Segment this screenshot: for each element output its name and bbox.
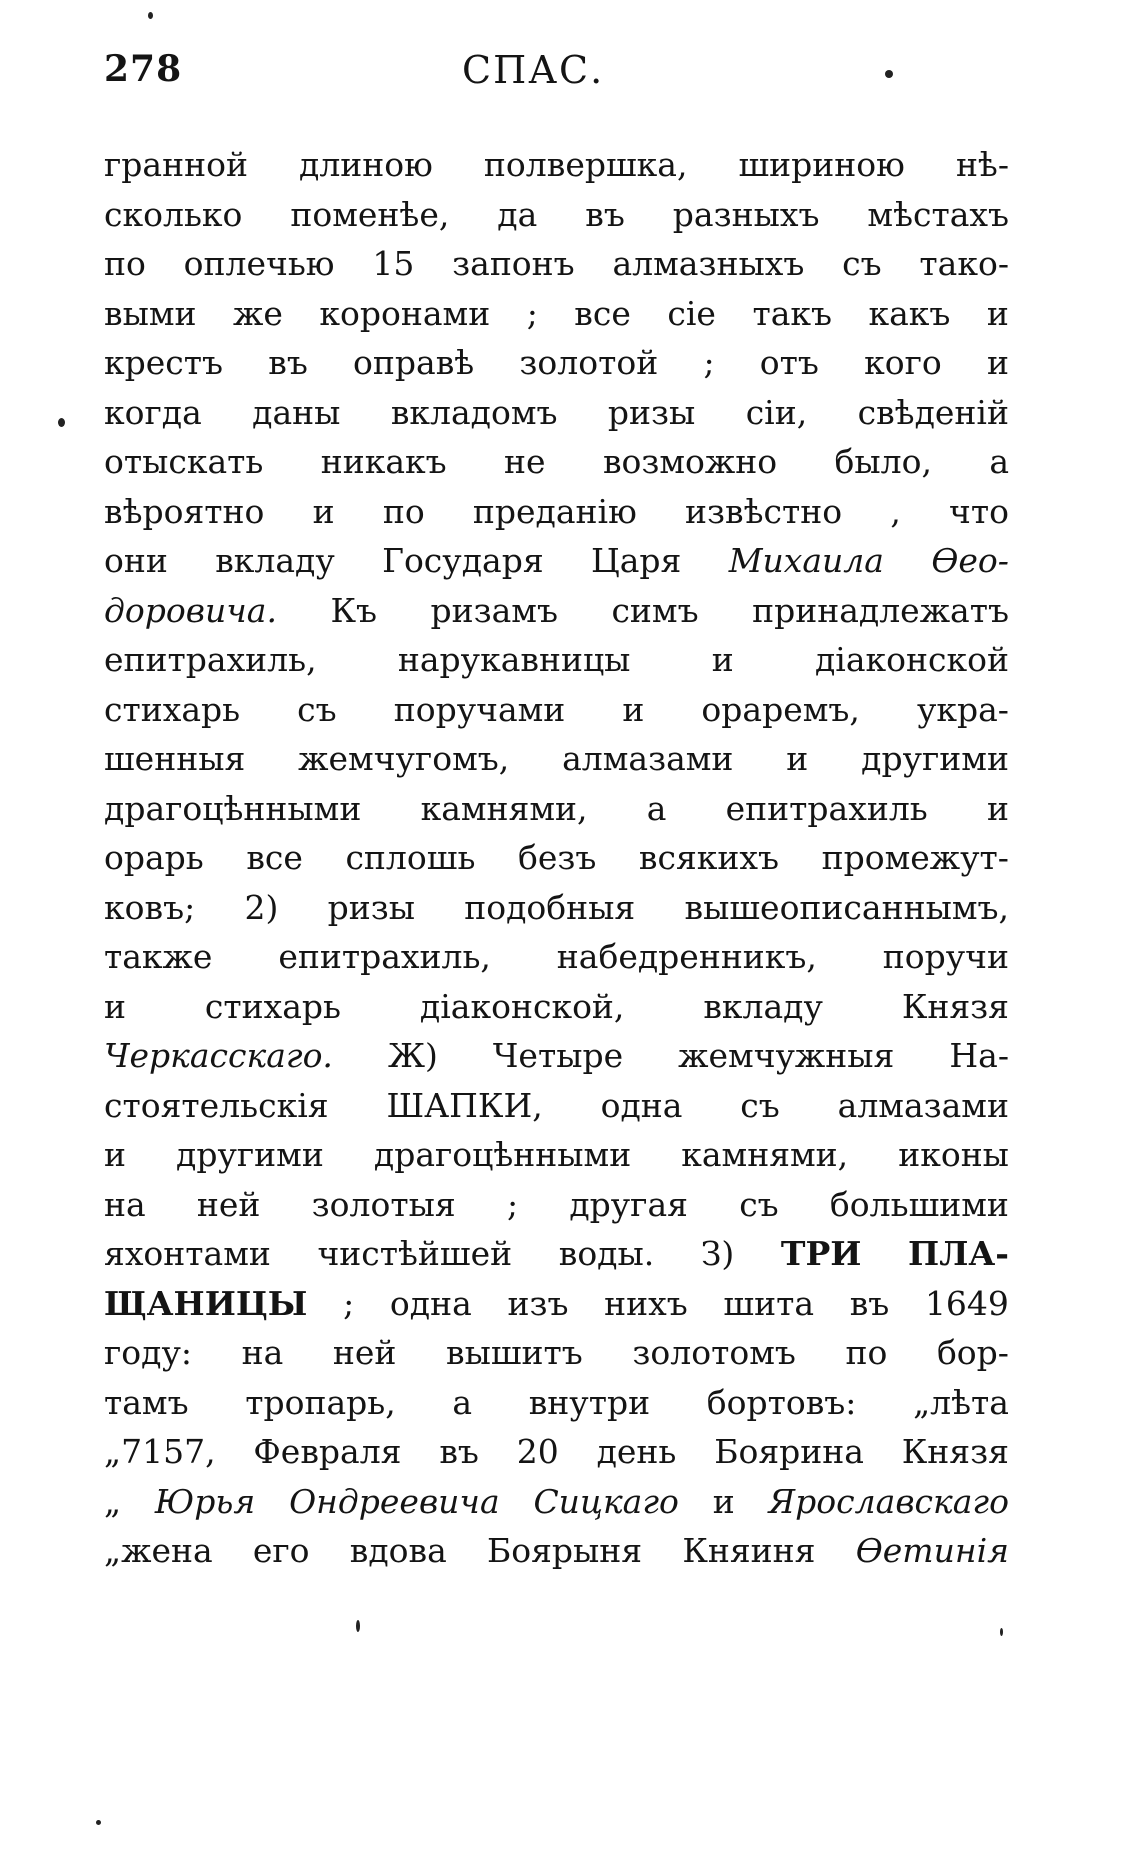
text-word: доровича.	[104, 590, 277, 630]
text-word: алмазами	[562, 739, 734, 778]
text-word: и	[786, 739, 809, 778]
text-line	[104, 1427, 1009, 1477]
text-word: тропарь,	[245, 1382, 396, 1422]
text-word: и	[104, 1135, 126, 1174]
text-word: ТРИ	[780, 1234, 862, 1273]
scan-speck	[1000, 1628, 1003, 1636]
text-line	[104, 833, 1009, 883]
text-word: по	[845, 1333, 888, 1372]
text-word: Михаила	[728, 541, 884, 580]
text-word: крестъ	[104, 343, 224, 382]
text-word: вышитъ	[446, 1333, 583, 1372]
text-word: въ	[439, 1432, 479, 1471]
text-word: бортовъ:	[706, 1382, 857, 1422]
text-word: Къ	[330, 590, 377, 630]
text-word: шита	[723, 1283, 815, 1323]
text-line	[104, 883, 1009, 933]
text-word: оправѣ	[353, 343, 475, 382]
scan-speck	[58, 418, 65, 427]
text-word: симъ	[611, 590, 699, 630]
text-word: иконы	[898, 1135, 1009, 1174]
text-word: воды.	[558, 1234, 655, 1273]
scan-speck	[96, 1820, 101, 1825]
text-word: камнями,	[681, 1135, 849, 1174]
text-word: принадлежатъ	[752, 590, 1009, 630]
text-word: ризамъ	[430, 590, 558, 630]
running-head: СПАС.	[462, 48, 605, 92]
text-word: что	[949, 491, 1009, 531]
text-word: ;	[703, 343, 715, 382]
text-word: Ѳео-	[931, 541, 1009, 580]
text-word: а	[452, 1382, 473, 1422]
text-word: вышеописаннымъ,	[684, 887, 1009, 927]
text-word: съ	[297, 689, 337, 729]
text-word: епитрахиль,	[104, 640, 317, 679]
text-word: На-	[949, 1036, 1009, 1075]
text-word: ризы	[607, 392, 696, 432]
text-word: Боярыня	[486, 1531, 643, 1570]
text-word: Князя	[901, 1432, 1009, 1471]
text-word: золотомъ	[632, 1333, 796, 1372]
text-word: коронами	[319, 293, 491, 333]
text-word: „жена	[104, 1531, 213, 1570]
text-word: ;	[506, 1184, 519, 1224]
text-word: ризы	[327, 887, 415, 927]
text-line	[104, 239, 1009, 289]
text-word: набедренникъ,	[556, 937, 817, 976]
text-line	[104, 1031, 1009, 1081]
text-line	[104, 1081, 1009, 1131]
text-word: по	[382, 491, 425, 531]
text-word: они	[104, 541, 168, 580]
text-word: внутри	[528, 1382, 651, 1422]
text-word: епитрахиль,	[278, 937, 491, 976]
text-word: день	[596, 1432, 677, 1471]
text-word: стихарь	[104, 689, 241, 729]
text-word: а	[646, 788, 667, 828]
text-word: ;	[526, 293, 538, 333]
text-word: стоятельскія	[104, 1085, 329, 1125]
text-word: бор-	[936, 1333, 1009, 1372]
text-word: полвершка,	[483, 145, 688, 184]
page-number: 278	[104, 48, 183, 90]
text-word: ковъ;	[104, 887, 196, 927]
text-word: Ондреевича	[289, 1481, 500, 1521]
text-word: выми	[104, 293, 197, 333]
text-word: когда	[104, 392, 202, 432]
text-word: Царя	[590, 541, 682, 580]
text-line	[104, 784, 1009, 834]
text-word: драгоцѣнными	[104, 788, 362, 828]
text-word: а	[989, 442, 1009, 481]
text-word: и	[986, 293, 1009, 333]
text-word: длиною	[299, 145, 433, 184]
text-word: яхонтами	[104, 1234, 271, 1273]
text-line	[104, 289, 1009, 339]
text-word: вкладу	[215, 541, 335, 580]
text-word: даны	[252, 392, 341, 432]
text-word: гранной	[104, 145, 248, 184]
text-word: извѣстно	[685, 491, 843, 531]
text-word: другими	[861, 739, 1009, 778]
text-word: Ярославскаго	[768, 1481, 1009, 1521]
text-line	[104, 635, 1009, 685]
text-word: большими	[829, 1184, 1009, 1224]
text-line	[104, 1229, 1009, 1279]
text-word: камнями,	[420, 788, 588, 828]
text-word: поменѣе,	[290, 194, 450, 234]
text-line	[104, 1130, 1009, 1180]
page-header	[0, 48, 1140, 98]
text-word: не	[504, 442, 546, 481]
text-word: всякихъ	[638, 838, 780, 877]
text-word: и	[711, 640, 734, 679]
text-line	[104, 190, 1009, 240]
text-word: безъ	[517, 838, 597, 877]
text-word: подобныя	[464, 887, 636, 927]
text-word: какъ	[868, 293, 951, 333]
text-word: Февраля	[253, 1432, 402, 1471]
text-word: „	[104, 1481, 122, 1521]
text-line	[104, 437, 1009, 487]
text-word: другими	[176, 1135, 324, 1174]
text-word: съ	[842, 244, 882, 283]
text-word: стихарь	[204, 986, 342, 1026]
text-word: сколько	[104, 194, 243, 234]
text-word: отыскать	[104, 442, 264, 481]
text-word: 2)	[244, 887, 279, 927]
text-word: сіи,	[745, 392, 808, 432]
text-word: и	[312, 491, 335, 531]
text-word: ЩАНИЦЫ	[104, 1283, 308, 1323]
text-word: отъ	[759, 343, 819, 382]
text-word: сплошь	[345, 838, 476, 877]
text-word: шенныя	[104, 739, 246, 778]
text-word: Княиня	[682, 1531, 816, 1570]
text-word: нарукавницы	[397, 640, 631, 679]
text-line	[104, 932, 1009, 982]
text-word: Черкасскаго.	[104, 1036, 333, 1075]
text-word: на	[104, 1184, 146, 1224]
text-line	[104, 1328, 1009, 1378]
text-word: кого	[864, 343, 942, 382]
text-word: вѣроятно	[104, 491, 265, 531]
text-word: все	[246, 838, 303, 877]
text-word: мѣстахъ	[867, 194, 1009, 234]
text-word: одна	[600, 1085, 683, 1125]
text-word: ,	[890, 491, 901, 531]
text-word: Государя	[382, 541, 544, 580]
text-line	[104, 140, 1009, 190]
scan-speck	[356, 1620, 360, 1632]
text-word: же	[233, 293, 283, 333]
text-word: тако-	[919, 244, 1009, 283]
text-word: ней	[196, 1184, 261, 1224]
text-word: да	[497, 194, 538, 234]
text-word: тамъ	[104, 1382, 189, 1422]
text-word: изъ	[507, 1283, 569, 1323]
text-word: одна	[389, 1283, 472, 1323]
text-word: „7157,	[104, 1432, 216, 1471]
text-word: и	[104, 986, 126, 1026]
text-word: въ	[849, 1283, 890, 1323]
text-word: орарь	[104, 838, 204, 877]
text-word: Четыре	[492, 1036, 624, 1075]
text-word: епитрахиль	[725, 788, 928, 828]
text-word: году:	[104, 1333, 193, 1372]
text-word: Юрья	[154, 1481, 256, 1521]
text-word: діаконской,	[419, 986, 625, 1026]
text-word: и	[622, 689, 645, 729]
scan-speck	[885, 70, 893, 78]
text-word: на	[241, 1333, 284, 1372]
text-word: такъ	[752, 293, 832, 333]
text-word: З)	[700, 1234, 735, 1273]
text-word: ;	[343, 1283, 355, 1323]
scan-speck	[148, 12, 153, 19]
text-word: 15	[372, 244, 415, 283]
text-word: золотой	[519, 343, 659, 382]
text-word: ШАПКИ,	[386, 1085, 543, 1125]
text-line	[104, 982, 1009, 1032]
text-word: „лѣта	[913, 1382, 1009, 1422]
text-word: нихъ	[604, 1283, 688, 1323]
text-word: преданію	[472, 491, 637, 531]
text-word: разныхъ	[672, 194, 820, 234]
text-word: по	[104, 244, 146, 283]
text-line	[104, 1526, 1009, 1576]
text-word: поручи	[882, 937, 1009, 976]
text-word: ораремъ,	[701, 689, 860, 729]
text-word: жемчужныя	[678, 1036, 895, 1075]
text-line	[104, 1279, 1009, 1329]
text-word: Боярина	[714, 1432, 864, 1471]
text-line	[104, 1378, 1009, 1428]
text-word: шириною	[738, 145, 905, 184]
text-line	[104, 586, 1009, 636]
text-word: ней	[332, 1333, 397, 1372]
text-word: въ	[585, 194, 625, 234]
text-line	[104, 1180, 1009, 1230]
text-line	[104, 1477, 1009, 1527]
text-word: нѣ-	[955, 145, 1009, 184]
text-word: съ	[739, 1184, 779, 1224]
text-word: было,	[834, 442, 932, 481]
text-word: чистѣйшей	[317, 1234, 513, 1273]
text-word: вкладу	[703, 986, 823, 1026]
text-word: въ	[268, 343, 308, 382]
text-word: ПЛА-	[908, 1234, 1009, 1273]
text-line	[104, 685, 1009, 735]
text-word: возможно	[602, 442, 778, 481]
text-word: оплечью	[183, 244, 335, 283]
text-word: его	[252, 1531, 310, 1570]
text-word: и	[987, 788, 1009, 828]
text-word: жемчугомъ,	[298, 739, 510, 778]
text-word: Ж)	[387, 1036, 438, 1075]
text-word: Князя	[901, 986, 1009, 1026]
text-word: никакъ	[320, 442, 447, 481]
text-line	[104, 536, 1009, 586]
text-word: золотыя	[311, 1184, 456, 1224]
text-word: все	[574, 293, 631, 333]
text-line	[104, 338, 1009, 388]
text-word: вдова	[349, 1531, 447, 1570]
text-line	[104, 388, 1009, 438]
text-word: укра-	[916, 689, 1009, 729]
text-word: и	[712, 1481, 735, 1521]
text-word: вкладомъ	[390, 392, 558, 432]
text-word: драгоцѣнными	[373, 1135, 632, 1174]
text-word: 20	[516, 1432, 559, 1471]
text-line	[104, 487, 1009, 537]
text-word: запонъ	[452, 244, 575, 283]
text-word: алмазныхъ	[612, 244, 805, 283]
text-word: также	[104, 937, 213, 976]
text-word: свѣденій	[857, 392, 1009, 432]
text-word: и	[987, 343, 1009, 382]
text-line	[104, 734, 1009, 784]
text-word: поручами	[393, 689, 566, 729]
text-word: сіе	[667, 293, 716, 333]
text-word: промежут-	[821, 838, 1009, 877]
text-word: Сицкаго	[533, 1481, 679, 1521]
text-word: 1649	[924, 1283, 1009, 1323]
text-word: съ	[740, 1085, 780, 1125]
text-word: Ѳетинія	[855, 1531, 1009, 1570]
body-text	[104, 140, 1009, 1576]
text-word: діаконской	[814, 640, 1009, 679]
text-word: алмазами	[837, 1085, 1009, 1125]
text-word: другая	[569, 1184, 688, 1224]
